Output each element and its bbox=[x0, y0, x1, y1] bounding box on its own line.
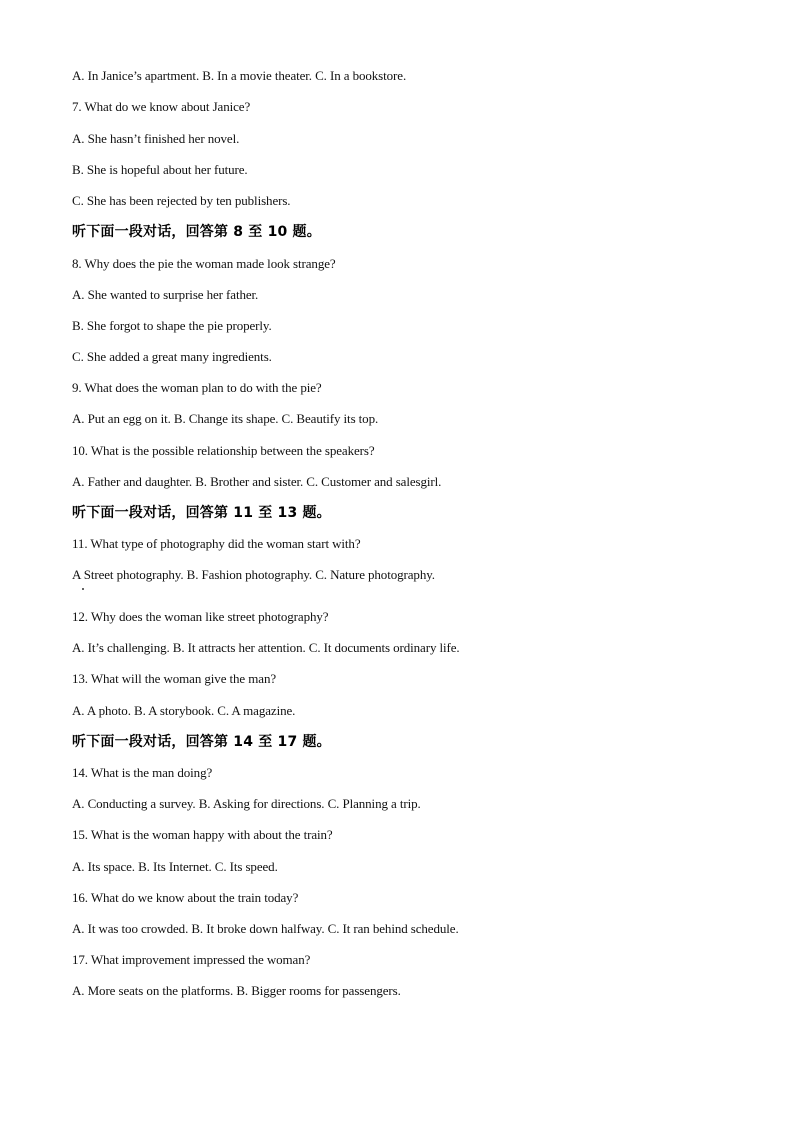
answer-options-q16: A. It was too crowded. B. It broke down halfway. C. It ran behind schedule. bbox=[72, 921, 459, 936]
option-8c: C. She added a great many ingredients. bbox=[72, 349, 272, 364]
question-14: 14. What is the man doing? bbox=[72, 765, 213, 780]
answer-options-q13: A. A photo. B. A storybook. C. A magazine. bbox=[72, 703, 296, 718]
answer-options-q14: A. Conducting a survey. B. Asking for directions. C. Planning a trip. bbox=[72, 796, 421, 811]
stray-mark bbox=[82, 588, 84, 590]
answer-options-q15: A. Its space. B. Its Internet. C. Its speed. bbox=[72, 859, 278, 874]
option-8b: B. She forgot to shape the pie properly. bbox=[72, 318, 272, 333]
answer-options-q6: A. In Janice’s apartment. B. In a movie theater. C. In a bookstore. bbox=[72, 68, 407, 83]
section-heading-14-17: 听下面一段对话，回答第 14 至 17 题。 bbox=[72, 734, 331, 750]
answer-options-q12: A. It’s challenging. B. It attracts her attention. C. It documents ordinary life. bbox=[72, 640, 460, 655]
section-heading-8-10: 听下面一段对话，回答第 8 至 10 题。 bbox=[72, 224, 321, 240]
question-13: 13. What will the woman give the man? bbox=[72, 671, 277, 686]
question-7: 7. What do we know about Janice? bbox=[72, 99, 251, 114]
question-10: 10. What is the possible relationship between the speakers? bbox=[72, 443, 375, 458]
question-12: 12. Why does the woman like street photography? bbox=[72, 609, 329, 624]
section-heading-11-13: 听下面一段对话，回答第 11 至 13 题。 bbox=[72, 505, 331, 521]
option-7c: C. She has been rejected by ten publishers. bbox=[72, 193, 291, 208]
question-8: 8. Why does the pie the woman made look strange? bbox=[72, 256, 336, 271]
answer-options-q10: A. Father and daughter. B. Brother and sister. C. Customer and salesgirl. bbox=[72, 474, 442, 489]
answer-options-q17: A. More seats on the platforms. B. Bigger rooms for passengers. bbox=[72, 983, 401, 998]
option-8a: A. She wanted to surprise her father. bbox=[72, 287, 259, 302]
answer-options-q11: A Street photography. B. Fashion photography. C. Nature photography. bbox=[72, 567, 435, 582]
question-11: 11. What type of photography did the woman start with? bbox=[72, 536, 361, 551]
question-15: 15. What is the woman happy with about the train? bbox=[72, 827, 333, 842]
option-7a: A. She hasn’t finished her novel. bbox=[72, 131, 240, 146]
question-16: 16. What do we know about the train today? bbox=[72, 890, 299, 905]
question-17: 17. What improvement impressed the woman? bbox=[72, 952, 311, 967]
option-7b: B. She is hopeful about her future. bbox=[72, 162, 248, 177]
question-9: 9. What does the woman plan to do with the pie? bbox=[72, 380, 322, 395]
answer-options-q9: A. Put an egg on it. B. Change its shape. C. Beautify its top. bbox=[72, 411, 379, 426]
